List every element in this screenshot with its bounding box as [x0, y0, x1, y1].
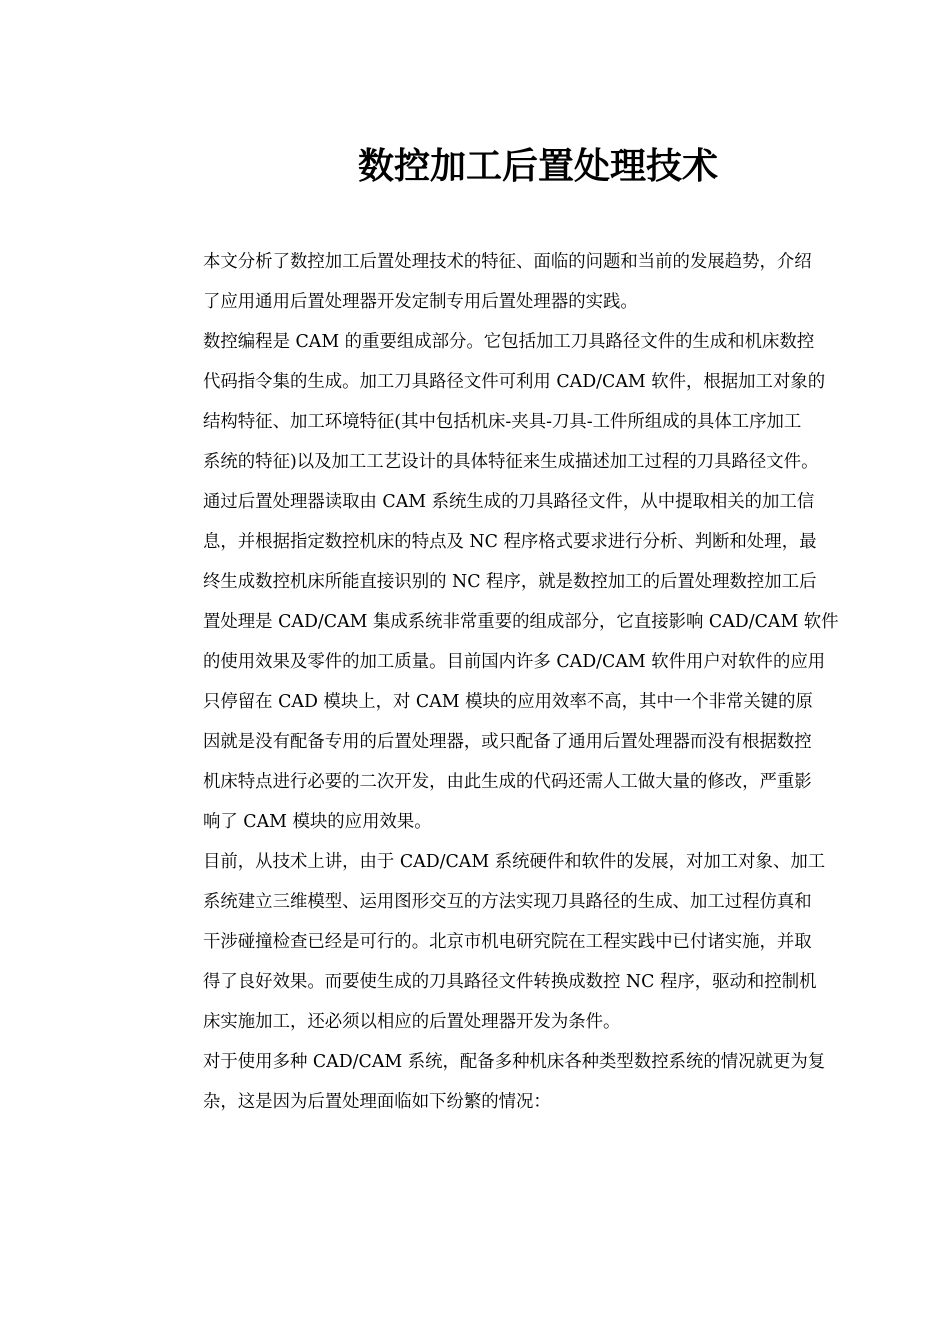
- text-line: 响了 CAM 模块的应用效果。: [203, 812, 432, 832]
- text-line: 系统建立三维模型、运用图形交互的方法实现刀具路径的生成、加工过程仿真和: [203, 892, 812, 912]
- text-line: 通过后置处理器读取由 CAM 系统生成的刀具路径文件，从中提取相关的加工信: [203, 492, 815, 512]
- text-line: 系统的特征)以及加工工艺设计的具体特征来生成描述加工过程的刀具路径文件。: [203, 452, 819, 472]
- text-line: 终生成数控机床所能直接识别的 NC 程序，就是数控加工的后置处理数控加工后: [203, 572, 817, 592]
- text-line: 数控编程是 CAM 的重要组成部分。它包括加工刀具路径文件的生成和机床数控: [203, 332, 815, 352]
- text-line: 只停留在 CAD 模块上，对 CAM 模块的应用效率不高，其中一个非常关键的原: [203, 692, 813, 712]
- text-line: 的使用效果及零件的加工质量。目前国内许多 CAD/CAM 软件用户对软件的应用: [203, 652, 826, 672]
- text-line: 因就是没有配备专用的后置处理器，或只配备了通用后置处理器而没有根据数控: [203, 732, 812, 752]
- text-line: 机床特点进行必要的二次开发，由此生成的代码还需人工做大量的修改，严重影: [203, 772, 812, 792]
- text-line: 本文分析了数控加工后置处理技术的特征、面临的问题和当前的发展趋势，介绍: [203, 252, 812, 272]
- text-line: 对于使用多种 CAD/CAM 系统，配备多种机床各种类型数控系统的情况就更为复: [203, 1052, 826, 1072]
- document-body: [203, 242, 879, 1122]
- text-line: 置处理是 CAD/CAM 集成系统非常重要的组成部分，它直接影响 CAD/CAM 软件: [203, 612, 839, 632]
- text-line: 干涉碰撞检查已经是可行的。北京市机电研究院在工程实践中已付诸实施，并取: [203, 932, 812, 952]
- text-line: 目前，从技术上讲，由于 CAD/CAM 系统硬件和软件的发展，对加工对象、加工: [203, 852, 826, 872]
- text-line: 杂，这是因为后置处理面临如下纷繁的情况：: [203, 1092, 551, 1112]
- text-line: 得了良好效果。而要使生成的刀具路径文件转换成数控 NC 程序，驱动和控制机: [203, 972, 817, 992]
- text-line: 床实施加工，还必须以相应的后置处理器开发为条件。: [203, 1012, 621, 1032]
- text-line: 代码指令集的生成。加工刀具路径文件可利用 CAD/CAM 软件，根据加工对象的: [203, 372, 826, 392]
- document-title: 数控加工后置处理技术: [357, 145, 718, 187]
- text-line: 息，并根据指定数控机床的特点及 NC 程序格式要求进行分析、判断和处理，最: [203, 532, 817, 552]
- text-line: 结构特征、加工环境特征(其中包括机床-夹具-刀具-工件所组成的具体工序加工: [203, 412, 802, 432]
- text-line: 了应用通用后置处理器开发定制专用后置处理器的实践。: [203, 292, 638, 312]
